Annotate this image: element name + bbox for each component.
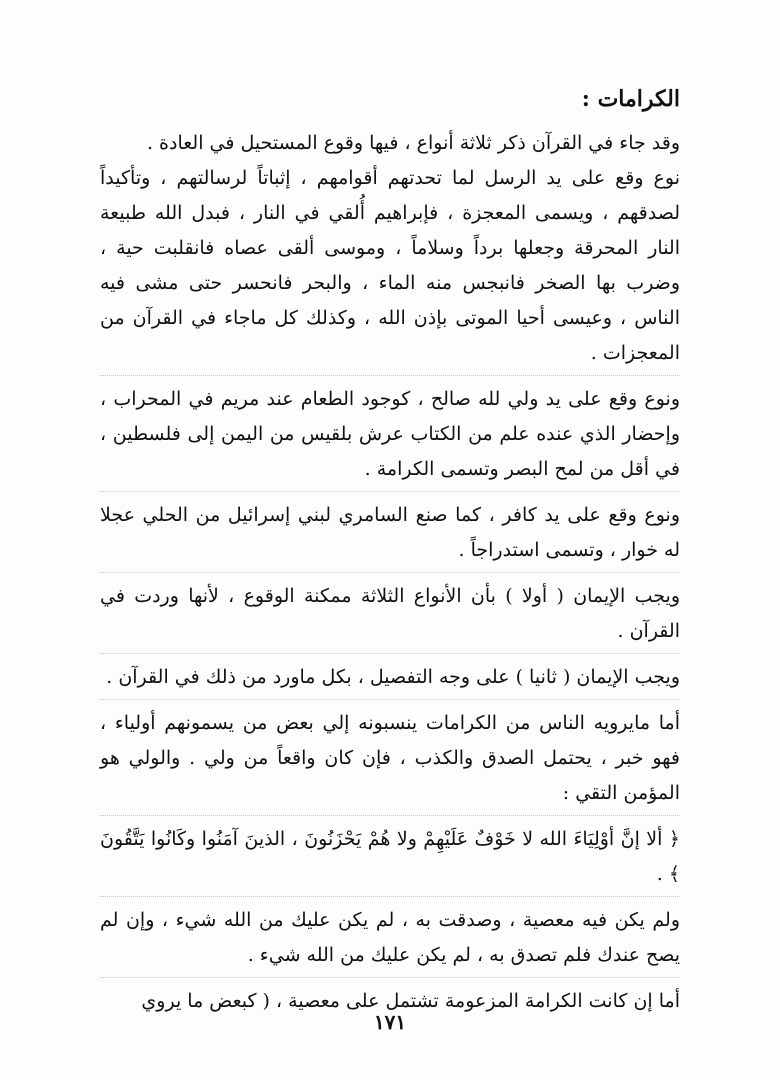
paragraph-miracle: نوع وقع على يد الرسل لما تحدتهم أقوامهم ، إثباتاً لرسالتهم ، وتأكيداً لصدقهم ، ويسمى المعجزة ، فإبراهيم أُلقي في النار ، فبدل الله طبيعة النار المحرقة وجعلها برداً وسلاماً ، وموسى ألقى عصاه فانقلبت حية ، وضرب بها الصخر فانبجس منه الماء ، والبحر فانحسر حتى مشى فيه الناس ، وعيسى أحيا الموتى بإذن الله ، وكذلك كل ماجاء في القرآن من المعجزات . [100, 167, 680, 364]
paragraph-intro: وقد جاء في القرآن ذكر ثلاثة أنواع ، فيها وقوع المستحيل في العادة . [146, 132, 680, 154]
divider [100, 977, 680, 978]
paragraph-narrations: أما مايرويه الناس من الكرامات ينسبونه إلي بعض من يسمونهم أولياء ، فهو خبر ، يحتمل الصدق والكذب ، فإن كان واقعاً من ولي . والولي هو المؤمن التقي : [100, 712, 680, 804]
istidraj-block [100, 498, 680, 568]
quran-verse-block [100, 822, 680, 892]
page-number: ١٧١ [373, 1010, 407, 1034]
divider [100, 896, 680, 897]
karama-block [100, 382, 680, 487]
paragraph-faith-first: ويجب الإيمان ( أولا ) بأن الأنواع الثلاثة ممكنة الوقوع ، لأنها وردت في القرآن . [100, 585, 680, 642]
intro-block [100, 126, 680, 371]
divider [100, 699, 680, 700]
section-heading: الكرامات : [581, 86, 680, 112]
divider [100, 375, 680, 376]
quran-verse: ﴿ ألا إنَّ أوْلِيَاءَ الله لا خَوْفٌ عَلَيْهِمْ ولا هُمْ يَحْزَنُونَ ، الذينَ آمَنُوا وكَانُوا يَتَّقُونَ ﴾ . [100, 828, 680, 885]
ruling-block [100, 903, 680, 973]
paragraph-ruling: ولم يكن فيه معصية ، وصدقت به ، لم يكن عليك من الله شيء ، وإن لم يصح عندك فلم تصدق به ، لم يكن عليك من الله شيء . [100, 909, 680, 966]
divider [100, 815, 680, 816]
divider [100, 572, 680, 573]
paragraph-karama: ونوع وقع على يد ولي لله صالح ، كوجود الطعام عند مريم في المحراب ، وإحضار الذي عنده علم من الكتاب عرش بلقيس من اليمن إلى فلسطين ، في أقل من لمح البصر وتسمى الكرامة . [100, 388, 680, 480]
paragraph-sin: أما إن كانت الكرامة المزعومة تشتمل على معصية ، ( كبعض ما يروي [141, 990, 680, 1012]
divider [100, 491, 680, 492]
faith-second-block [100, 660, 680, 695]
divider [100, 653, 680, 654]
paragraph-istidraj: ونوع وقع على يد كافر ، كما صنع السامري لبني إسرائيل من الحلي عجلا له خوار ، وتسمى استدراجاً . [100, 504, 680, 561]
faith-first-block [100, 579, 680, 649]
narrations-block [100, 706, 680, 811]
paragraph-faith-second: ويجب الإيمان ( ثانيا ) على وجه التفصيل ، بكل ماورد من ذلك في القرآن . [106, 666, 680, 688]
